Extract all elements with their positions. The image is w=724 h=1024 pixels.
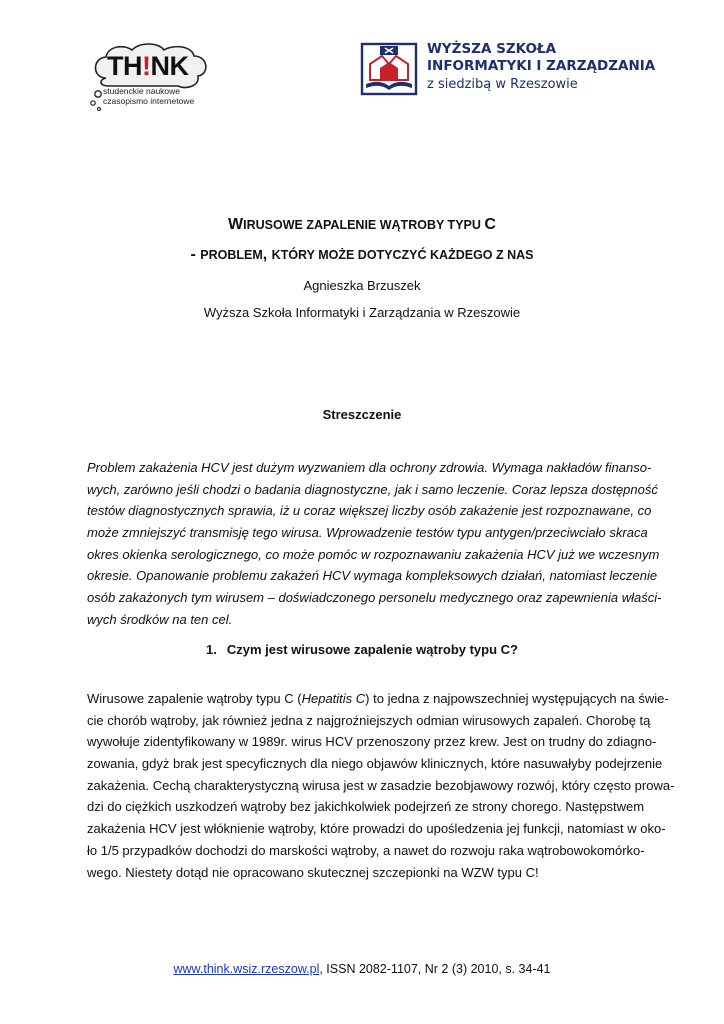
body-line: zowania, gdyż brak jest specyficznych dla niego objawów klinicznych, które nasuwałyby podejrzenie: [87, 756, 663, 772]
body-line: Wirusowe zapalenie wątroby typu C (Hepatitis C) to jedna z najpowszechniej występujących na świe-: [87, 691, 669, 706]
abstract-line: wych, zarówno jeśli chodzi o badania diagnostyczne, jak i samo leczenie. Coraz lepsza dostępność: [87, 481, 658, 497]
wsiz-logo-line-3: z siedzibą w Rzeszowie: [427, 77, 578, 92]
article-title-line-1: WIRUSOWE ZAPALENIE WĄTROBY TYPU C: [228, 216, 496, 233]
abstract-line: testów diagnostycznych sprawia, iż u coraz większej liczby osób zakażenie jest rozpoznawane, co: [87, 503, 652, 519]
page-footer: [0, 962, 724, 976]
wsiz-logo-line-2: INFORMATYKI I ZARZĄDZANIA: [427, 58, 656, 74]
abstract-line: okresie. Opanowanie problemu zakażeń HCV wymaga kompleksowych działań, natomiast leczenie: [87, 568, 658, 584]
article-author: Agnieszka Brzuszek: [303, 278, 421, 293]
abstract-line: wych środków na ten cel.: [87, 611, 233, 627]
section-1-title: Czym jest wirusowe zapalenie wątroby typu C?: [226, 642, 518, 657]
abstract-line: może zmniejszyć transmisję tego wirusa. Wprowadzenie testów typu antygen/przeciwciało skraca: [87, 525, 648, 541]
body-line: cie chorób wątroby, jak również jedna z najgroźniejszych odmian wirusowych zapaleń. Chorobę tą: [87, 712, 651, 728]
body-line: ło 1/5 przypadków dochodzi do marskości wątroby, a nawet do rozwoju raka wątrobowokomórko-: [87, 842, 645, 858]
hepatitis-c-term: Hepatitis C: [301, 691, 366, 706]
think-logo-subtitle-1: studenckie naukowe: [103, 86, 181, 96]
think-logo-subtitle-2: czasopismo internetowe: [103, 96, 195, 106]
article-affiliation: Wyższa Szkoła Informatyki i Zarządzania w Rzeszowie: [203, 305, 521, 320]
journal-website-link[interactable]: www.think.wsiz.rzeszow.pl: [173, 962, 320, 976]
body-line: zakażenia. Cechą charakterystyczną wirusa jest w zasadzie bezobjawowy rozwój, który często prowa-: [87, 777, 675, 793]
think-logo-title: TH!NK: [107, 51, 189, 81]
footer-citation: , ISSN 2082-1107, Nr 2 (3) 2010, s. 34-41: [319, 962, 551, 976]
body-line: wego. Niestety dotąd nie opracowano skutecznej szczepionki na WZW typu C!: [87, 864, 539, 880]
article-title-line-2: - PROBLEM, KTÓRY MOŻE DOTYCZYĆ KAŻDEGO Z NAS: [190, 246, 534, 263]
body-line: zakażenia HCV jest włóknienie wątroby, które prowadzi do upośledzenia jej funkcji, natomiast w oko-: [87, 821, 666, 837]
wsiz-crest-icon: [360, 42, 418, 96]
abstract-heading: Streszczenie: [322, 407, 402, 422]
abstract-paragraph: [87, 457, 662, 631]
think-journal-logo: [88, 40, 218, 114]
body-line: dzi do ciężkich uszkodzeń wątroby bez jakichkolwiek podejrzeń ze strony chorego. Następstwem: [87, 799, 645, 815]
section-1-paragraph: [87, 688, 675, 883]
abstract-line: okres okienka serologicznego, co może pomóc w rozpoznawaniu zakażenia HCV już we wczesnym: [87, 546, 660, 562]
abstract-line: osób zakażonych tym wirusem – doświadczonego personelu medycznego oraz zapewnienia właści-: [87, 590, 662, 606]
wsiz-logo-line-1: WYŻSZA SZKOŁA: [427, 41, 557, 57]
abstract-line: Problem zakażenia HCV jest dużym wyzwaniem dla ochrony zdrowia. Wymaga nakładów finanso-: [87, 460, 652, 475]
body-line: wywołuje zidentyfikowany w 1989r. wirus HCV przenoszony przez krew. Jest on trudny do zdiagno-: [87, 734, 657, 750]
wsiz-university-logo: [360, 40, 656, 100]
section-1-number: 1.: [206, 642, 217, 657]
section-1-heading: [0, 642, 724, 657]
